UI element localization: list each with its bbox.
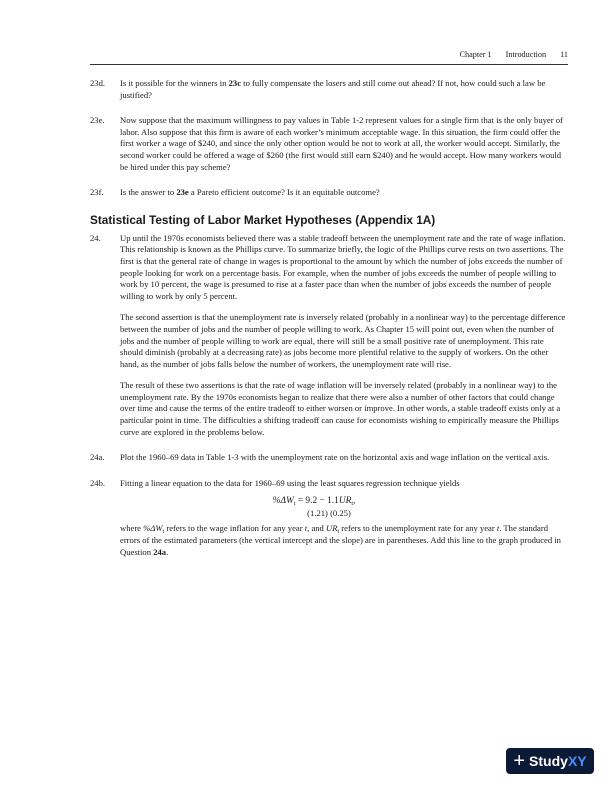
- question-text: Plot the 1960–69 data in Table 1-3 with the unemployment rate on the horizontal axis and wage inflation on the vertical axis.: [120, 452, 550, 463]
- plus-icon: +: [513, 750, 526, 772]
- header-chapter: Chapter 1: [459, 50, 492, 59]
- standard-errors: (1.21) (0.25): [307, 508, 351, 519]
- logo-brand-accent: XY: [567, 753, 587, 769]
- question-24a: [90, 452, 568, 464]
- question-23f: [90, 187, 568, 199]
- question-number: 23e.: [90, 115, 105, 126]
- question-23d: [90, 78, 568, 101]
- header-title: Introduction: [505, 50, 547, 59]
- question-number: 23f.: [90, 187, 104, 198]
- question-text: Is the answer to 23e a Pareto efficient outcome? Is it an equitable outcome?: [120, 187, 380, 198]
- question-number: 23d.: [90, 78, 106, 88]
- question-24: [90, 233, 568, 439]
- header-rule: [90, 64, 568, 65]
- section-title: Statistical Testing of Labor Market Hypotheses (Appendix 1A): [90, 212, 436, 227]
- page-header: [90, 50, 568, 64]
- page-content: [90, 78, 568, 572]
- question-text: Is it possible for the winners in 23c to fully compensate the losers and still come out ahead? If not, how could such a law be justified?: [120, 78, 546, 100]
- question-number: 24b.: [90, 477, 106, 488]
- question-number: 24.: [90, 232, 101, 243]
- question-23e: [90, 115, 568, 173]
- studyxy-logo: [506, 748, 594, 774]
- regression-equation: $\%\Delta W_t = 9.2 - 1.1UR_t$, (1.21) (0.25): [60, 495, 568, 519]
- question-number: 24a.: [90, 452, 105, 463]
- question-paragraph-1: Up until the 1970s economists believed there was a stable tradeoff between the unemployment rate and the rate of wage inflation. This relationship is known as the Phillips curve. To summarize briefly, the logic of the Phillips curve rests on two assertions. The first is that the general rate of change in wages is proportional to the amount by which the number of jobs exceeds the number of people looking for work on a percentage basis. For example, when the number of jobs exceeds the number of people willing to work by 10 percent, the wage is presumed to rise at a faster pace than when the number of jobs exceeds the number of people willing to work by only 5 percent.: [120, 232, 566, 301]
- question-paragraph-2: The second assertion is that the unemployment rate is inversely related (probably in a nonlinear way) to the percentage difference between the number of jobs and the number of people willing to work. As Chapter 15 will point out, even when the number of jobs and the number of people willing to work are equal, there will still be a small positive rate of unemployment. This rate should diminish (probably at a decreasing rate) as jobs become more plentiful relative to the supply of workers. On the other hand, as the number of jobs falls below the number of workers, the unemployment rate will rise.: [120, 312, 566, 369]
- question-text: Now suppose that the maximum willingness to pay values in Table 1-2 represent values for a single firm that is the only buyer of labor. Also suppose that this firm is aware of each worker’s minimum acceptable wage. In this situation, the firm could offer the first worker a wage of $240, and since the only other option would be not to work at all, the worker would accept. Similarly, the second worker could be offered a wage of $260 (the first would still earn $240) and he would accept. How many workers would be hired under this pay scheme?: [120, 115, 563, 172]
- question-paragraph-3: The result of these two assertions is that the rate of wage inflation will be inversely related (probably in a nonlinear way) to the unemployment rate. By the 1970s economists began to realize that there were also a number of other factors that could change over time and cause the terms of the entire tradeoff to either worsen or improve. In other words, a stable tradeoff exists only at a particular point in time. The difficulties a shifting tradeoff can cause for economists wishing to empirically measure the Phillips curve are explored in the problems below.: [120, 380, 561, 437]
- header-page-number: 11: [560, 50, 568, 59]
- question-intro: Fitting a linear equation to the data for 1960–69 using the least squares regression technique yields: [120, 477, 460, 488]
- logo-brand: Study: [529, 753, 568, 769]
- question-explanation: where $\%\Delta W_t$ refers to the wage inflation for any year t, and $UR_t$ refers to the unemployment rate for any year t. The standard errors of the estimated parameters (the vertical intercept and the slope) are in parentheses. Add this line to the graph produced in Question 24a.: [120, 523, 561, 557]
- question-24b: [90, 478, 568, 558]
